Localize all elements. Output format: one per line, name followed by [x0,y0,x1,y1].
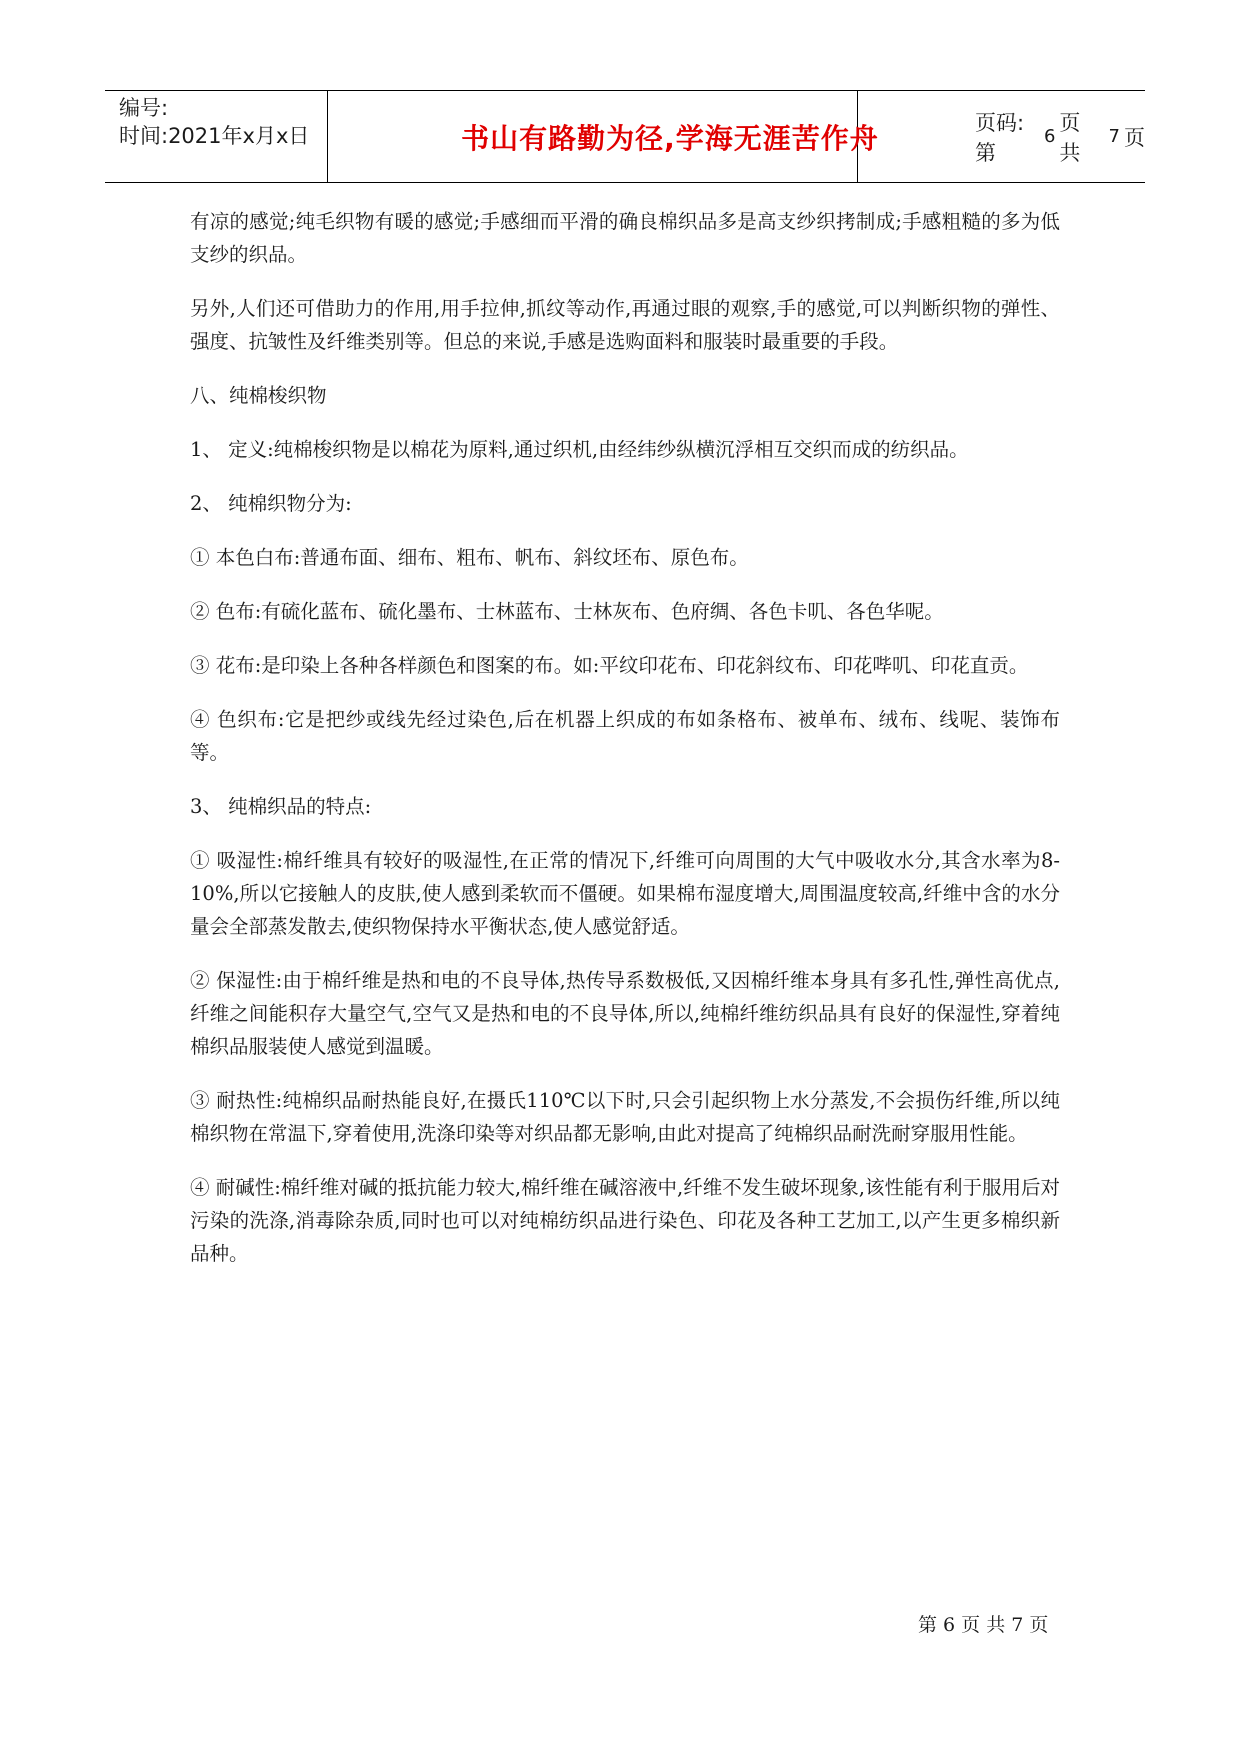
paragraph: 2、 纯棉织物分为: [190,492,352,515]
header-motto: 书山有路勤为径,学海无涯苦作舟 [461,121,879,155]
list-item: ① 吸湿性:棉纤维具有较好的吸湿性,在正常的情况下,纤维可向周围的大气中吸收水分,其含水率为8-10%,所以它接触人的皮肤,使人感到柔软而不僵硬。如果棉布湿度增大,周围温度较高,纤维中含的水分量会全部蒸发散去,使织物保持水平衡状态,使人感觉舒适。 [190,849,1060,938]
page-label-prefix: 页码:第 [975,110,1025,165]
header-page-number [975,90,1145,183]
list-item: ③ 花布:是印染上各种各样颜色和图案的布。如:平纹印花布、印花斜纹布、印花哔叽、印花直贡。 [190,654,1029,677]
page-footer: 第 6 页 共 7 页 [918,1614,1049,1636]
paragraph: 1、 定义:纯棉梭织物是以棉花为原料,通过织机,由经纬纱纵横沉浮相互交织而成的纺织品。 [190,438,969,461]
list-item: ③ 耐热性:纯棉织品耐热能良好,在摄氏110℃以下时,只会引起织物上水分蒸发,不会损伤纤维,所以纯棉织物在常温下,穿着使用,洗涤印染等对织品都无影响,由此对提高了纯棉织品耐洗耐穿服用性能。 [190,1089,1060,1145]
page-total: 7 [1108,126,1120,147]
document-number-label: 编号: [119,96,169,120]
page-label-mid: 页 共 [1059,110,1081,165]
paragraph: 有凉的感觉;纯毛织物有暖的感觉;手感细而平滑的确良棉织品多是高支纱织拷制成;手感粗糙的多为低支纱的织品。 [190,210,1060,266]
list-item: ④ 色织布:它是把纱或线先经过染色,后在机器上织成的布如条格布、被单布、绒布、线呢、装饰布等。 [190,708,1060,764]
paragraph: 3、 纯棉织品的特点: [190,795,372,818]
list-item: ① 本色白布:普通布面、细布、粗布、帆布、斜纹坯布、原色布。 [190,546,749,569]
paragraph: 另外,人们还可借助力的作用,用手拉伸,抓纹等动作,再通过眼的观察,手的感觉,可以判断织物的弹性、强度、抗皱性及纤维类别等。但总的来说,手感是选购面料和服装时最重要的手段。 [190,297,1060,353]
header-divider-left [327,90,328,183]
list-item: ④ 耐碱性:棉纤维对碱的抵抗能力较大,棉纤维在碱溶液中,纤维不发生破坏现象,该性能有利于服用后对污染的洗涤,消毒除杂质,同时也可以对纯棉纺织品进行染色、印花及各种工艺加工,以产生更多棉织新品种。 [190,1176,1060,1265]
document-time-label: 时间:2021年x月x日 [119,124,310,148]
document-body [190,205,1060,1291]
page-header [105,90,1145,183]
page-current: 6 [1043,126,1056,147]
section-heading: 八、纯棉梭织物 [190,384,327,407]
header-meta [119,94,309,150]
list-item: ② 保湿性:由于棉纤维是热和电的不良导体,热传导系数极低,又因棉纤维本身具有多孔性,弹性高优点,纤维之间能积存大量空气,空气又是热和电的不良导体,所以,纯棉纤维纺织品具有良好的保湿性,穿着纯棉织品服装使人感觉到温暖。 [190,969,1060,1058]
page-label-suffix: 页 [1124,125,1145,150]
list-item: ② 色布:有硫化蓝布、硫化墨布、士林蓝布、士林灰布、色府绸、各色卡叽、各色华呢。 [190,600,944,623]
